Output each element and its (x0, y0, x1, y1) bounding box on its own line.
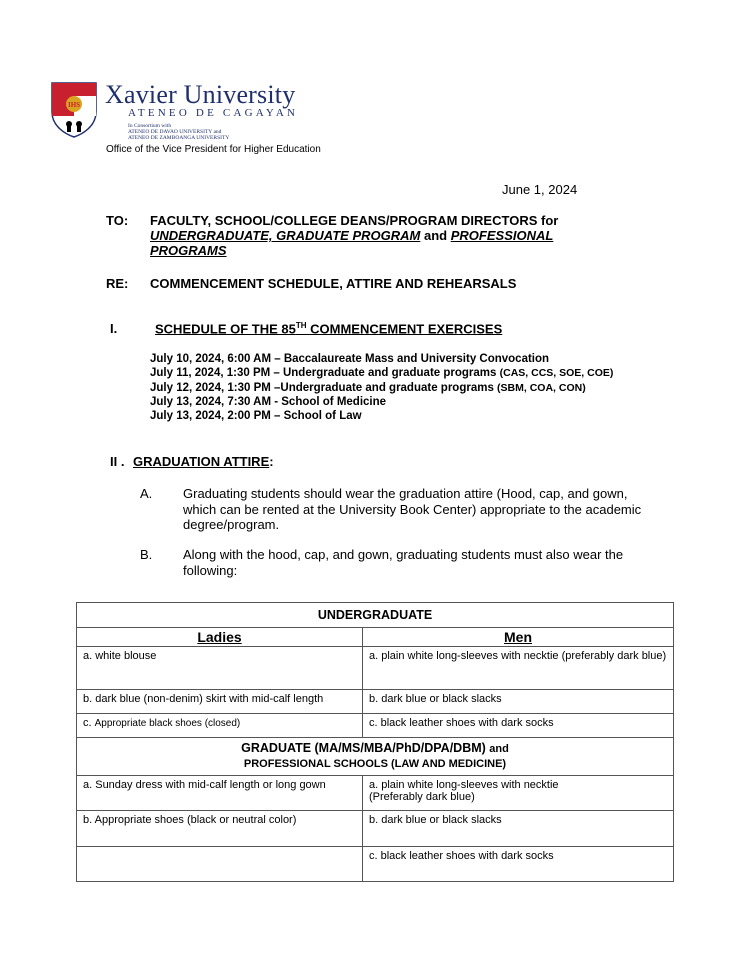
to-line: PROGRAMS (150, 243, 227, 258)
consortium-line: ATENEO DE DAVAO UNIVERSITY and (128, 129, 222, 135)
attire-paragraph-b: Along with the hood, cap, and gown, graduating students must also wear the following: (183, 547, 624, 578)
consortium-line: ATENEO DE ZAMBOANGA UNIVERSITY (128, 135, 230, 141)
table-row (77, 690, 674, 714)
memo-date: June 1, 2024 (502, 182, 578, 197)
table-row (77, 811, 674, 847)
table-row (77, 603, 674, 628)
section-1-numeral: I. (110, 321, 118, 336)
undergrad-header: UNDERGRADUATE (77, 603, 674, 628)
schedule-item: July 10, 2024, 6:00 AM – Baccalaureate Mass and University Convocation (150, 353, 550, 365)
table-cell: c. black leather shoes with dark socks (363, 714, 674, 738)
attire-table (76, 602, 674, 882)
schedule-item: July 13, 2024, 2:00 PM – School of Law (150, 410, 362, 423)
consortium-line: In Consortium with (128, 123, 172, 129)
ladies-header: Ladies (77, 628, 363, 647)
to-line: FACULTY, SCHOOL/COLLEGE DEANS/PROGRAM DIRECTORS for (150, 213, 559, 228)
item-letter: A. (140, 486, 153, 501)
to-line: UNDERGRADUATE, GRADUATE PROGRAM and PROFESSIONAL (150, 228, 554, 243)
schedule-item: July 11, 2024, 1:30 PM – Undergraduate and graduate programs (CAS, CCS, SOE, COE) (150, 367, 614, 380)
item-letter: B. (140, 547, 153, 562)
table-cell: b. dark blue or black slacks (363, 690, 674, 714)
table-cell (77, 847, 363, 882)
to-label: TO: (106, 213, 129, 228)
schedule-list (150, 352, 613, 423)
table-row (77, 628, 674, 647)
schedule-item: July 13, 2024, 7:30 AM - School of Medicine (150, 395, 387, 408)
to-recipients (150, 213, 610, 258)
table-cell: c. Appropriate black shoes (closed) (77, 714, 363, 738)
table-cell: a. white blouse (77, 647, 363, 690)
table-row (77, 714, 674, 738)
graduate-header: GRADUATE (MA/MS/MBA/PhD/DPA/DBM) and PROFESSIONAL SCHOOLS (LAW AND MEDICINE) (77, 738, 674, 776)
table-cell: b. dark blue or black slacks (363, 811, 674, 847)
table-cell: b. dark blue (non-denim) skirt with mid-calf length (77, 690, 363, 714)
university-name: Xavier University (105, 80, 296, 109)
section-1-title: SCHEDULE OF THE 85TH COMMENCEMENT EXERCISES (155, 321, 503, 337)
table-row (77, 738, 674, 776)
table-cell: a. plain white long-sleeves with necktie (preferably dark blue) (363, 647, 674, 690)
attire-paragraph-a: Graduating students should wear the graduation attire (Hood, cap, and gown, which can be rented at the University Book Center) appropriate to the academic degree/program. (183, 486, 642, 532)
table-row (77, 647, 674, 690)
university-shield-logo (51, 82, 97, 138)
table-row (77, 776, 674, 811)
re-label: RE: (106, 276, 129, 291)
table-cell: b. Appropriate shoes (black or neutral color) (77, 811, 363, 847)
section-2-title: GRADUATION ATTIRE: (133, 454, 274, 469)
section-2-numeral: II . (110, 454, 125, 469)
office-name: Office of the Vice President for Higher Education (106, 144, 321, 155)
table-cell: c. black leather shoes with dark socks (363, 847, 674, 882)
university-subtitle: ATENEO DE CAGAYAN (128, 107, 299, 119)
table-row (77, 847, 674, 882)
table-cell: a. plain white long-sleeves with necktie (Preferably dark blue) (363, 776, 674, 811)
table-cell: a. Sunday dress with mid-calf length or long gown (77, 776, 363, 811)
svg-text:IHS: IHS (67, 101, 81, 109)
schedule-item: July 12, 2024, 1:30 PM –Undergraduate and graduate programs (SBM, COA, CON) (150, 381, 586, 394)
men-header: Men (363, 628, 674, 647)
re-subject: COMMENCEMENT SCHEDULE, ATTIRE AND REHEARSALS (150, 276, 517, 291)
